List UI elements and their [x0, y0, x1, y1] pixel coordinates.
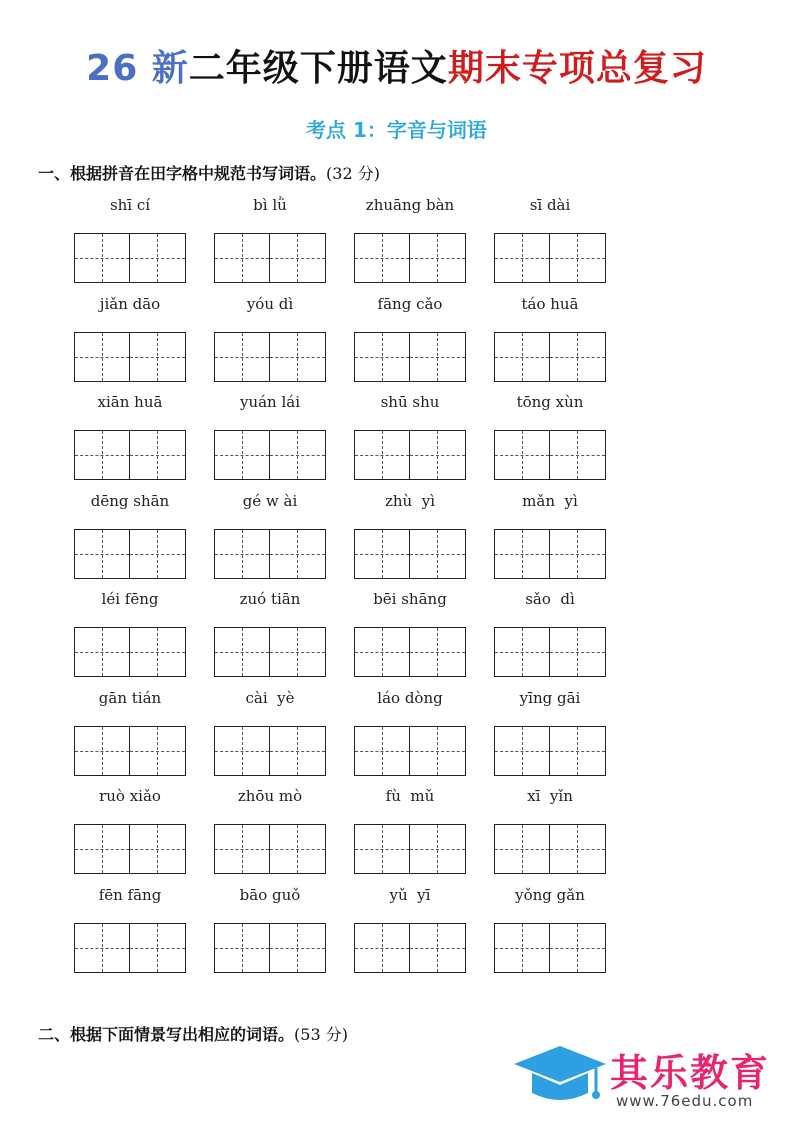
tianzige-cell[interactable]: [410, 627, 466, 677]
tianzige-cell[interactable]: [494, 726, 550, 776]
tianzige-pair: [354, 529, 466, 579]
tianzige-cell[interactable]: [74, 529, 130, 579]
tianzige-pair: [494, 824, 606, 874]
word-item: [214, 787, 354, 886]
tianzige-pair: [354, 726, 466, 776]
tianzige-pair: [354, 824, 466, 874]
pinyin-label: zhù yì: [384, 491, 436, 510]
tianzige-pair: [74, 824, 186, 874]
word-item: [354, 787, 494, 886]
tianzige-cell[interactable]: [74, 627, 130, 677]
tianzige-cell[interactable]: [130, 726, 186, 776]
tianzige-pair: [214, 627, 326, 677]
tianzige-pair: [74, 332, 186, 382]
tianzige-cell[interactable]: [74, 923, 130, 973]
section-two-heading: [38, 1022, 348, 1045]
tianzige-cell[interactable]: [410, 233, 466, 283]
brand-url: www.76edu.com: [616, 1092, 754, 1110]
word-item: [354, 590, 494, 689]
tianzige-cell[interactable]: [214, 627, 270, 677]
word-item: [354, 295, 494, 394]
tianzige-cell[interactable]: [354, 233, 410, 283]
tianzige-cell[interactable]: [550, 233, 606, 283]
tianzige-cell[interactable]: [214, 923, 270, 973]
section-one-score: (32 分): [326, 164, 380, 183]
tianzige-cell[interactable]: [354, 529, 410, 579]
tianzige-pair: [74, 627, 186, 677]
word-item: [494, 295, 634, 394]
word-item: [74, 590, 214, 689]
pinyin-label: sī dài: [529, 196, 571, 214]
pinyin-label: xī yǐn: [527, 787, 573, 805]
tianzige-cell[interactable]: [130, 430, 186, 480]
tianzige-cell[interactable]: [74, 332, 130, 382]
pinyin-label: fāng cǎo: [377, 294, 443, 313]
pinyin-label: mǎn yì: [522, 491, 578, 510]
tianzige-cell[interactable]: [214, 332, 270, 382]
title-grade-year: 26 新: [86, 48, 189, 89]
word-item: [74, 196, 214, 295]
pinyin-label: yóu dì: [246, 294, 294, 313]
tianzige-cell[interactable]: [354, 824, 410, 874]
tianzige-cell[interactable]: [354, 430, 410, 480]
tianzige-pair: [74, 233, 186, 283]
graduation-cap-icon: [512, 1042, 608, 1114]
tianzige-cell[interactable]: [130, 824, 186, 874]
tianzige-pair: [494, 430, 606, 480]
word-item: [74, 689, 214, 788]
tianzige-cell[interactable]: [214, 824, 270, 874]
tianzige-pair: [494, 529, 606, 579]
tianzige-cell[interactable]: [494, 332, 550, 382]
tianzige-cell[interactable]: [550, 332, 606, 382]
tianzige-pair: [74, 529, 186, 579]
pinyin-label: shī cí: [109, 196, 151, 214]
tianzige-pair: [214, 923, 326, 973]
tianzige-pair: [354, 332, 466, 382]
pinyin-label: zuó tiān: [239, 590, 301, 608]
tianzige-cell[interactable]: [354, 726, 410, 776]
pinyin-label: léi fēng: [101, 590, 159, 608]
topic-subtitle: 考点 1：字音与词语: [306, 118, 487, 142]
tianzige-pair: [214, 726, 326, 776]
section-two-label: 二、根据下面情景写出相应的词语。: [38, 1025, 295, 1044]
tianzige-pair: [354, 923, 466, 973]
word-item: [214, 393, 354, 492]
title-review: 期末专项总复习: [447, 48, 707, 89]
tianzige-cell[interactable]: [270, 529, 326, 579]
pinyin-label: gān tián: [98, 688, 162, 707]
word-item: [74, 393, 214, 492]
pinyin-label: fù mǔ: [385, 787, 435, 805]
pinyin-label: láo dòng: [377, 688, 443, 707]
word-item: [214, 492, 354, 591]
tianzige-pair: [74, 923, 186, 973]
tianzige-cell[interactable]: [214, 430, 270, 480]
pinyin-label: zhuāng bàn: [365, 196, 455, 214]
pinyin-label: fēn fāng: [98, 885, 162, 904]
tianzige-cell[interactable]: [130, 332, 186, 382]
tianzige-cell[interactable]: [270, 332, 326, 382]
tianzige-cell[interactable]: [494, 529, 550, 579]
word-item: [494, 886, 634, 985]
title-course: 二年级下册语文: [188, 48, 448, 89]
pinyin-label: jiǎn dāo: [99, 294, 161, 313]
word-item: [214, 689, 354, 788]
tianzige-cell[interactable]: [74, 726, 130, 776]
word-item: [214, 295, 354, 394]
pinyin-label: yuán lái: [239, 393, 301, 411]
page-title: [0, 40, 793, 91]
brand-logo: [512, 1040, 787, 1116]
tianzige-cell[interactable]: [354, 923, 410, 973]
word-item: [494, 492, 634, 591]
pinyin-label: xiān huā: [97, 393, 163, 411]
tianzige-cell[interactable]: [74, 824, 130, 874]
tianzige-cell[interactable]: [410, 529, 466, 579]
tianzige-cell[interactable]: [74, 430, 130, 480]
tianzige-cell[interactable]: [270, 233, 326, 283]
tianzige-cell[interactable]: [130, 627, 186, 677]
tianzige-pair: [214, 529, 326, 579]
tianzige-cell[interactable]: [74, 233, 130, 283]
tianzige-cell[interactable]: [214, 726, 270, 776]
pinyin-label: gé w ài: [242, 491, 298, 510]
tianzige-cell[interactable]: [550, 627, 606, 677]
word-item: [494, 787, 634, 886]
pinyin-label: ruò xiǎo: [99, 787, 161, 805]
tianzige-cell[interactable]: [550, 923, 606, 973]
word-item: [354, 886, 494, 985]
tianzige-cell[interactable]: [410, 824, 466, 874]
pinyin-label: shū shu: [380, 393, 440, 411]
tianzige-cell[interactable]: [550, 430, 606, 480]
tianzige-cell[interactable]: [214, 233, 270, 283]
tianzige-cell[interactable]: [494, 627, 550, 677]
word-item: [74, 886, 214, 985]
tianzige-cell[interactable]: [214, 529, 270, 579]
tianzige-cell[interactable]: [550, 726, 606, 776]
tianzige-cell[interactable]: [270, 627, 326, 677]
tianzige-cell[interactable]: [410, 332, 466, 382]
tianzige-cell[interactable]: [354, 332, 410, 382]
pinyin-writing-grid: [74, 196, 614, 984]
pinyin-label: yǒng gǎn: [515, 885, 585, 904]
pinyin-label: dēng shān: [90, 491, 170, 510]
word-item: [354, 393, 494, 492]
tianzige-cell[interactable]: [130, 233, 186, 283]
tianzige-cell[interactable]: [550, 824, 606, 874]
tianzige-cell[interactable]: [270, 726, 326, 776]
pinyin-label: tōng xùn: [516, 393, 584, 411]
word-item: [214, 886, 354, 985]
tianzige-cell[interactable]: [270, 430, 326, 480]
tianzige-cell[interactable]: [354, 627, 410, 677]
word-item: [494, 196, 634, 295]
tianzige-pair: [494, 923, 606, 973]
tianzige-cell[interactable]: [410, 726, 466, 776]
tianzige-pair: [214, 824, 326, 874]
tianzige-cell[interactable]: [130, 529, 186, 579]
tianzige-pair: [214, 332, 326, 382]
tianzige-cell[interactable]: [410, 923, 466, 973]
word-item: [494, 590, 634, 689]
pinyin-label: bì lǜ: [253, 196, 287, 214]
tianzige-pair: [494, 332, 606, 382]
pinyin-label: yīng gāi: [519, 688, 581, 707]
tianzige-pair: [494, 726, 606, 776]
word-item: [214, 590, 354, 689]
word-item: [494, 689, 634, 788]
pinyin-label: sǎo dì: [525, 590, 575, 608]
tianzige-pair: [494, 233, 606, 283]
tianzige-cell[interactable]: [494, 923, 550, 973]
word-item: [74, 492, 214, 591]
pinyin-label: bēi shāng: [373, 590, 447, 608]
tianzige-cell[interactable]: [494, 824, 550, 874]
pinyin-label: táo huā: [521, 294, 579, 313]
word-item: [74, 787, 214, 886]
word-item: [74, 295, 214, 394]
tianzige-pair: [354, 233, 466, 283]
tianzige-pair: [74, 430, 186, 480]
pinyin-label: yǔ yī: [389, 885, 431, 904]
pinyin-label: zhōu mò: [237, 787, 303, 805]
tianzige-cell[interactable]: [130, 923, 186, 973]
tianzige-cell[interactable]: [410, 430, 466, 480]
tianzige-pair: [354, 627, 466, 677]
tianzige-pair: [214, 430, 326, 480]
tianzige-pair: [494, 627, 606, 677]
word-item: [354, 689, 494, 788]
word-item: [214, 196, 354, 295]
tianzige-pair: [74, 726, 186, 776]
tianzige-cell[interactable]: [270, 923, 326, 973]
word-item: [494, 393, 634, 492]
tianzige-pair: [214, 233, 326, 283]
tianzige-cell[interactable]: [270, 824, 326, 874]
brand-name: 其乐教育: [610, 1051, 771, 1095]
tianzige-cell[interactable]: [494, 233, 550, 283]
tianzige-pair: [354, 430, 466, 480]
pinyin-label: bāo guǒ: [239, 885, 301, 904]
section-one-label: 一、根据拼音在田字格中规范书写词语。: [38, 164, 327, 183]
word-item: [354, 196, 494, 295]
section-one-heading: [38, 161, 380, 184]
tianzige-cell[interactable]: [494, 430, 550, 480]
pinyin-label: cài yè: [245, 688, 295, 707]
tianzige-cell[interactable]: [550, 529, 606, 579]
word-item: [354, 492, 494, 591]
section-two-score: (53 分): [294, 1025, 348, 1044]
